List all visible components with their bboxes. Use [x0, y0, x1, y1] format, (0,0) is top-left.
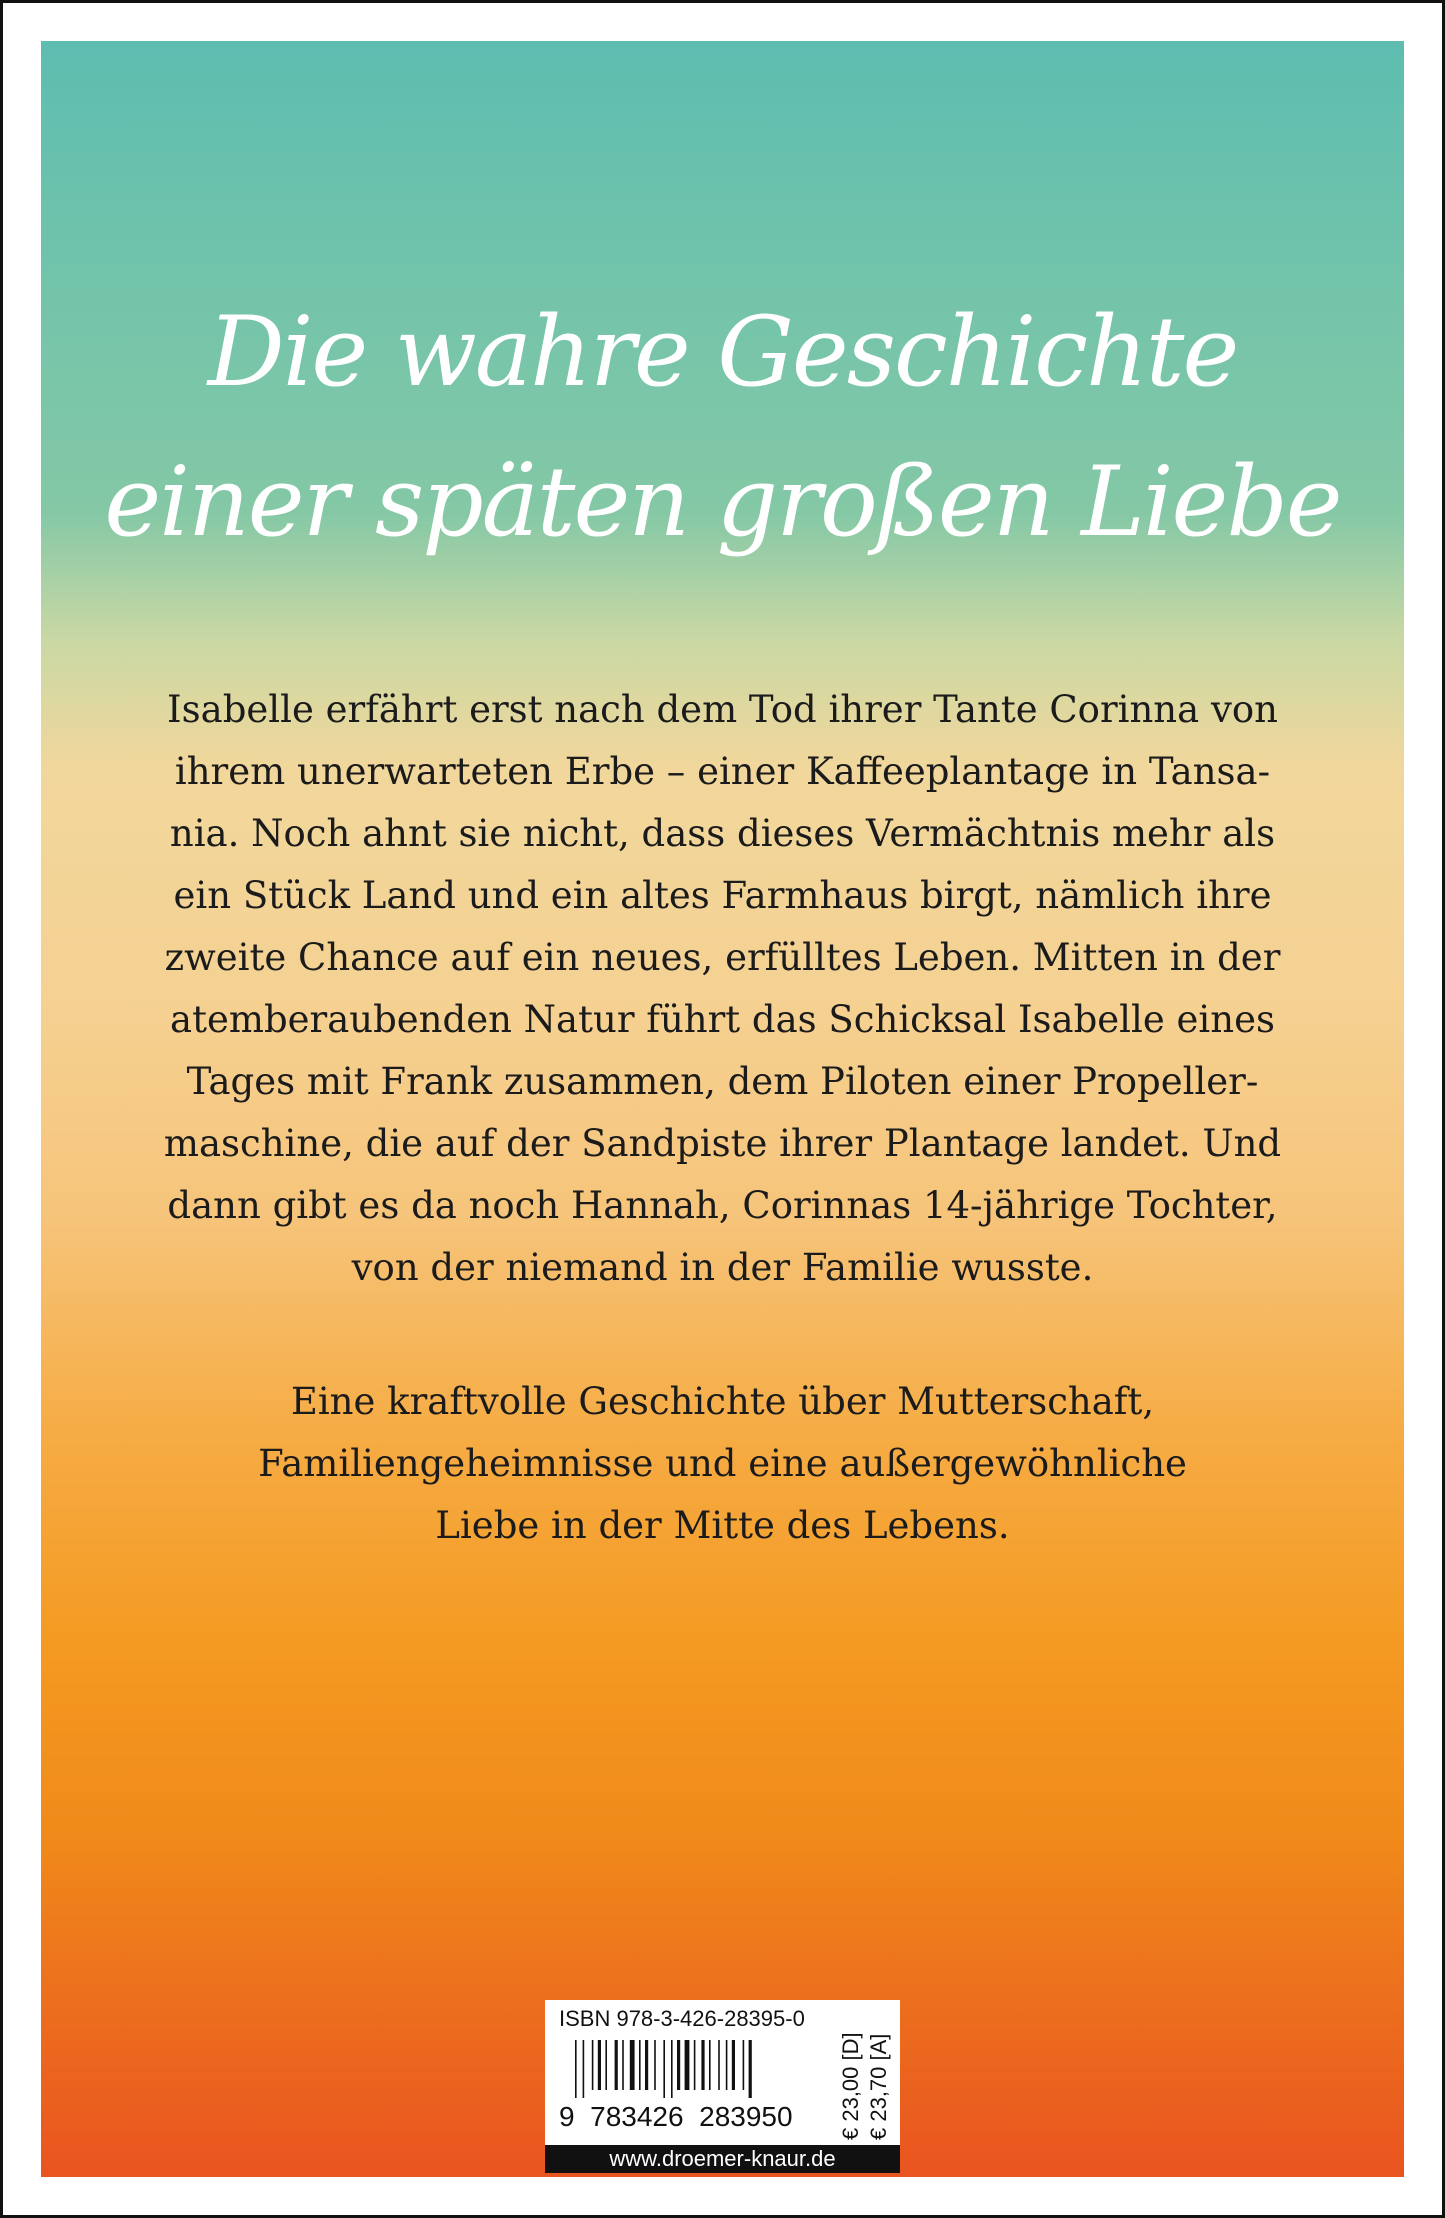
- blurb-line: zweite Chance auf ein neues, erfülltes Leben. Mitten in der: [164, 936, 1281, 979]
- blurb-paragraph: [41, 679, 1404, 1299]
- blurb-line: von der niemand in der Familie wusste.: [351, 1246, 1094, 1289]
- barcode-bar: [718, 2040, 720, 2090]
- barcode-bar: [726, 2040, 728, 2090]
- barcode-bar: [630, 2040, 635, 2090]
- barcode-bar: [677, 2040, 680, 2090]
- barcode-bar: [592, 2040, 594, 2090]
- barcode-bar: [645, 2040, 648, 2090]
- tagline-line: Familiengeheimnisse und eine außergewöhnliche: [258, 1442, 1187, 1485]
- barcode-bar: [575, 2040, 577, 2098]
- barcode-bar: [598, 2040, 601, 2090]
- isbn-barcode-label: [545, 2000, 900, 2173]
- blurb-line: maschine, die auf der Sandpiste ihrer Plantage landet. Und: [163, 1122, 1282, 1165]
- headline-line-2: einer späten großen Liebe: [104, 446, 1341, 558]
- blurb-line: Isabelle erfährt erst nach dem Tod ihrer Tante Corinna von: [167, 688, 1278, 731]
- barcode-bar: [654, 2040, 656, 2090]
- barcode-bar: [615, 2040, 618, 2090]
- publisher-url: www.droemer-knaur.de: [545, 2145, 900, 2173]
- barcode-bar: [749, 2040, 752, 2098]
- blurb-line: nia. Noch ahnt sie nicht, dass dieses Vermächtnis mehr als: [169, 812, 1276, 855]
- barcode-bar: [694, 2040, 696, 2090]
- price-austria: € 23,70 [A]: [866, 2033, 891, 2140]
- barcode-bar: [622, 2040, 624, 2090]
- barcode-bar: [671, 2040, 673, 2098]
- barcode-bar: [732, 2040, 735, 2090]
- barcode-bar: [701, 2040, 704, 2090]
- barcode-digits: 9 783426 283950: [559, 2101, 793, 2132]
- price-germany: € 23,00 [D]: [838, 2032, 863, 2140]
- blurb-line: ein Stück Land und ein altes Farmhaus birgt, nämlich ihre: [173, 874, 1272, 917]
- headline-line-1: Die wahre Geschichte: [207, 296, 1238, 408]
- blurb-line: ihrem unerwarteten Erbe – einer Kaffeeplantage in Tansa-: [174, 750, 1271, 793]
- tagline-paragraph: [41, 1371, 1404, 1557]
- barcode-bar: [605, 2040, 607, 2090]
- blurb-line: atemberaubenden Natur führt das Schicksal Isabelle eines: [170, 998, 1275, 1041]
- back-cover-panel: [41, 41, 1404, 2177]
- barcode-bar: [743, 2040, 745, 2090]
- isbn-text: ISBN 978-3-426-28395-0: [559, 2006, 805, 2031]
- price-block: [837, 2032, 893, 2140]
- barcode-bar: [685, 2040, 690, 2090]
- tagline-line: Eine kraftvolle Geschichte über Mutterschaft,: [290, 1380, 1155, 1423]
- blurb-line: dann gibt es da noch Hannah, Corinnas 14-jährige Tochter,: [167, 1184, 1278, 1227]
- barcode-bar: [639, 2040, 641, 2090]
- barcode-bar: [663, 2040, 665, 2098]
- barcode-bars: [575, 2040, 815, 2098]
- blurb-line: Tages mit Frank zusammen, dem Piloten einer Propeller-: [186, 1060, 1259, 1103]
- tagline-line: Liebe in der Mitte des Lebens.: [435, 1504, 1010, 1547]
- barcode-bar: [583, 2040, 585, 2098]
- barcode-bar: [709, 2040, 711, 2090]
